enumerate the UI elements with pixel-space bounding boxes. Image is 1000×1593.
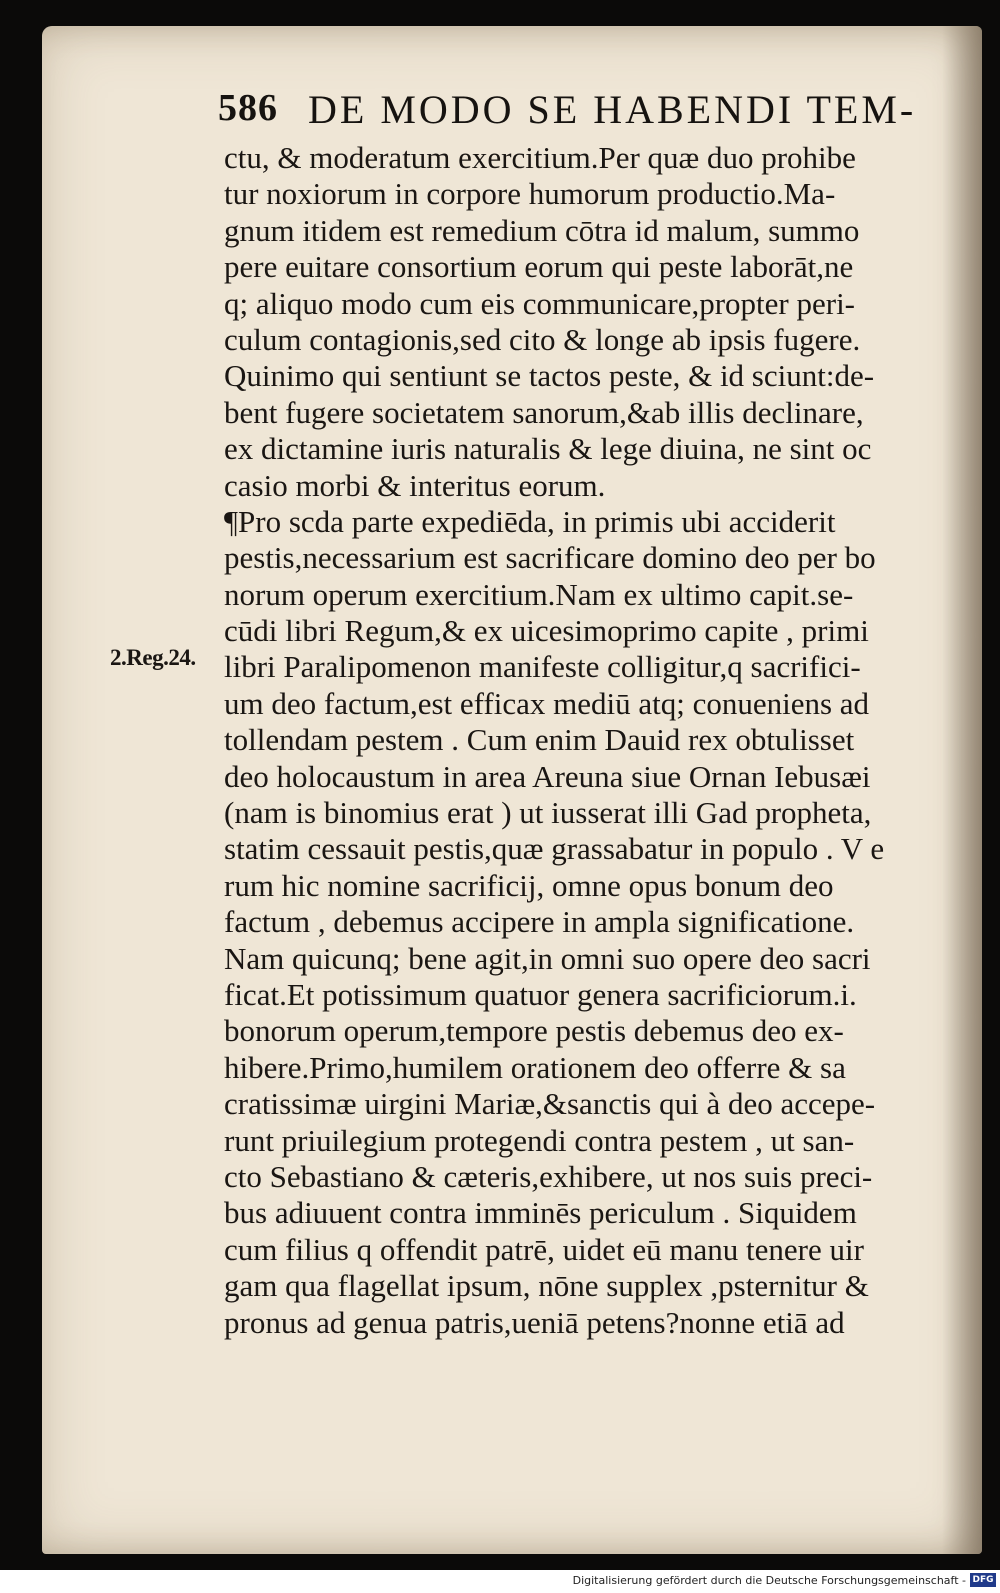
page-number: 586 bbox=[218, 87, 278, 129]
text-line: ex dictamine iuris naturalis & lege diuina, ne sint oc bbox=[224, 431, 872, 467]
text-line: bent fugere societatem sanorum,&ab illis declinare, bbox=[224, 394, 864, 430]
text-line: culum contagionis,sed cito & longe ab ipsis fugere. bbox=[224, 321, 861, 357]
text-line: ficat.Et potissimum quatuor genera sacrificiorum.i. bbox=[224, 976, 857, 1012]
text-line: cūdi libri Regum,& ex uicesimoprimo capite , primi bbox=[224, 613, 869, 649]
text-line: Quinimo qui sentiunt se tactos peste, & id sciunt:de- bbox=[224, 358, 875, 394]
text-line: norum operum exercitium.Nam ex ultimo capit.se- bbox=[224, 576, 854, 612]
text-line: cum filius q offendit patrē, uidet eū manu tenere uir bbox=[224, 1231, 864, 1267]
text-line: runt priuilegium protegendi contra pestem , ut san- bbox=[224, 1122, 855, 1158]
text-line: ¶Pro scda parte expediēda, in primis ubi acciderit bbox=[224, 503, 836, 539]
text-line: hibere.Primo,humilem orationem deo offerre & sa bbox=[224, 1049, 846, 1085]
text-line: libri Paralipomenon manifeste colligitur,q sacrifici- bbox=[224, 649, 861, 685]
text-line: rum hic nomine sacrificij, omne opus bonum deo bbox=[224, 867, 834, 903]
text-line: statim cessauit pestis,quæ grassabatur in populo . V e bbox=[224, 831, 885, 867]
funding-credit: Digitalisierung gefördert durch die Deutsche Forschungsgemeinschaft - bbox=[572, 1574, 966, 1587]
margin-note: 2.Reg.24. bbox=[110, 645, 196, 670]
page-header bbox=[218, 86, 938, 136]
text-line: tollendam pestem . Cum enim Dauid rex obtulisset bbox=[224, 722, 855, 758]
text-line: ctu, & moderatum exercitium.Per quæ duo prohibe bbox=[224, 140, 856, 175]
text-line: pestis,necessarium est sacrificare domino deo per bo bbox=[224, 540, 876, 576]
text-line: Nam quicunq; bene agit,in omni suo opere deo sacri bbox=[224, 940, 871, 976]
text-line: gnum itidem est remedium cōtra id malum, summo bbox=[224, 212, 860, 248]
text-line: pere euitare consortium eorum qui peste laborāt,ne bbox=[224, 249, 854, 285]
body-text bbox=[224, 140, 954, 1341]
text-line: tur noxiorum in corpore humorum productio.Ma- bbox=[224, 176, 836, 212]
text-line: gam qua flagellat ipsum, nōne supplex ,psternitur & bbox=[224, 1268, 869, 1304]
text-line: factum , debemus accipere in ampla significatione. bbox=[224, 904, 855, 940]
text-line: deo holocaustum in area Areuna siue Ornan Iebusæi bbox=[224, 758, 871, 794]
text-line: cto Sebastiano & cæteris,exhibere, ut nos suis preci- bbox=[224, 1158, 873, 1194]
text-line: bus adiuuent contra imminēs periculum . Siquidem bbox=[224, 1195, 857, 1231]
text-line: casio morbi & interitus eorum. bbox=[224, 467, 606, 503]
text-line: cratissimæ uirgini Mariæ,&sanctis qui à deo accepe- bbox=[224, 1086, 876, 1122]
text-line: pronus ad genua patris,ueniā petens?nonne etiā ad bbox=[224, 1304, 845, 1340]
dfg-logo-icon: DFG bbox=[970, 1573, 996, 1587]
text-line: (nam is binomius erat ) ut iusserat illi Gad propheta, bbox=[224, 795, 872, 831]
text-line: q; aliquo modo cum eis communicare,propter peri- bbox=[224, 285, 856, 321]
text-line: bonorum operum,tempore pestis debemus deo ex- bbox=[224, 1013, 844, 1049]
text-line: um deo factum,est efficax mediū atq; conueniens ad bbox=[224, 685, 870, 721]
running-title: DE MODO SE HABENDI TEM- bbox=[308, 87, 917, 132]
footer-bar bbox=[0, 1570, 1000, 1593]
